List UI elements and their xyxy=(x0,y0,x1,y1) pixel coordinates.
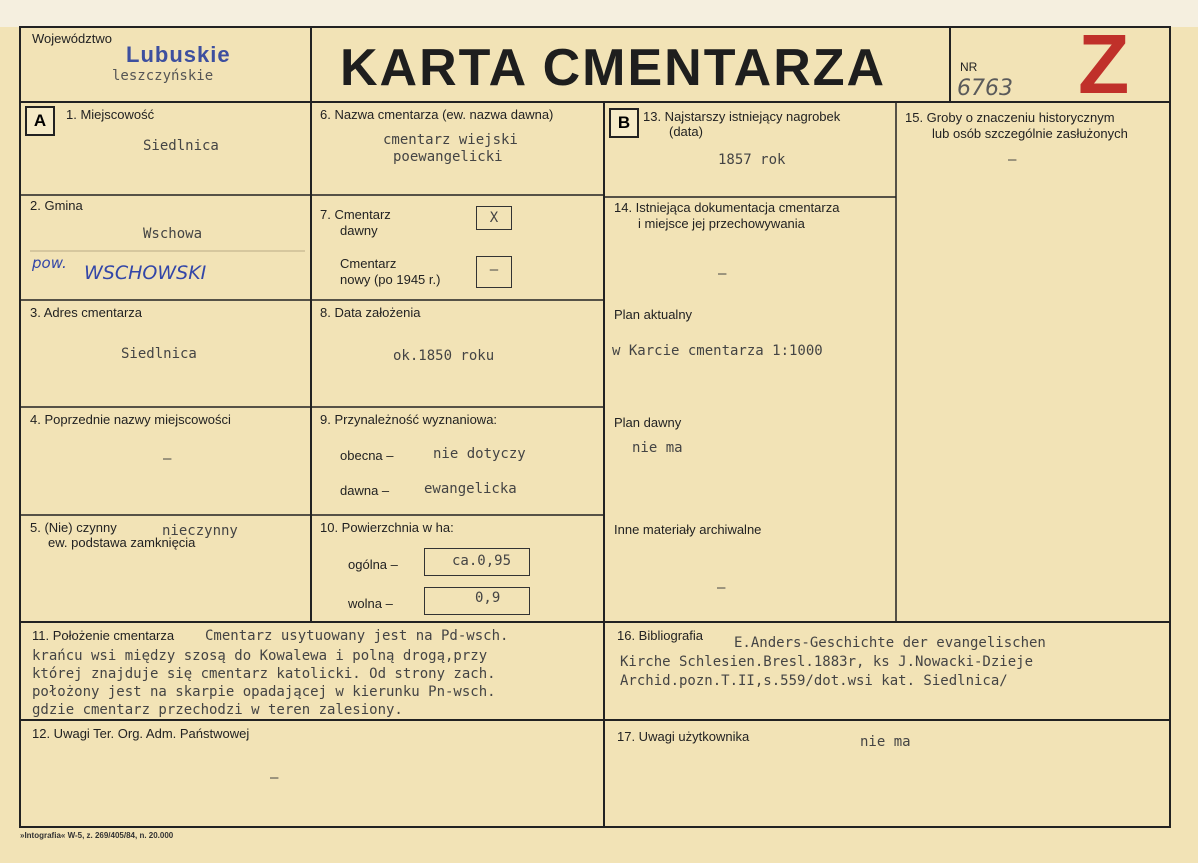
field-1-label: 1. Miejscowość xyxy=(66,107,155,122)
field-2-pow-prefix: pow. xyxy=(32,254,67,272)
field-5-label-line1: 5. (Nie) czynny xyxy=(30,520,117,535)
plan-aktualny-value: w Karcie cmentarza 1:1000 xyxy=(612,343,823,359)
field-7-label-line2: dawny xyxy=(340,223,378,238)
field-3-label: 3. Adres cmentarza xyxy=(30,305,142,320)
field-10-ogolna-label: ogólna – xyxy=(348,557,398,572)
field-2-pow-value: WSCHOWSKI xyxy=(84,262,207,284)
field-4-label: 4. Poprzednie nazwy miejscowości xyxy=(30,412,231,427)
field-16-line-2: Kirche Schlesien.Bresl.1883r, ks J.Nowacki-Dzieje xyxy=(620,654,1034,670)
field-16-label: 16. Bibliografia xyxy=(617,628,703,643)
field-17-value: nie ma xyxy=(860,734,911,750)
nr-value: 6763 xyxy=(957,76,1013,101)
field-11-label: 11. Położenie cmentarza xyxy=(32,628,175,643)
field-17-label: 17. Uwagi użytkownika xyxy=(617,729,750,744)
field-1-value: Siedlnica xyxy=(143,138,219,154)
field-8-label: 8. Data założenia xyxy=(320,305,421,320)
field-6-label: 6. Nazwa cmentarza (ew. nazwa dawna) xyxy=(320,107,554,122)
field-2-value: Wschowa xyxy=(143,226,203,242)
field-15-value: – xyxy=(1008,152,1017,168)
field-7-label-line1: 7. Cmentarz xyxy=(320,207,391,222)
field-15-label-line1: 15. Groby o znaczeniu historycznym xyxy=(905,110,1115,125)
nr-label: NR xyxy=(960,60,978,74)
field-11-line-5: gdzie cmentarz przechodzi w teren zalesiony. xyxy=(32,702,403,718)
inne-materialy-label: Inne materiały archiwalne xyxy=(614,522,762,537)
field-11-line-2: krańcu wsi między szosą do Kowalewa i polną drogą,przy xyxy=(32,648,488,664)
field-7-nowy-mark: – xyxy=(476,256,512,288)
field-9-dawna-value: ewangelicka xyxy=(424,481,517,497)
inne-materialy-value: – xyxy=(717,580,726,596)
field-2-label: 2. Gmina xyxy=(30,198,83,213)
plan-aktualny-label: Plan aktualny xyxy=(614,307,693,322)
field-12-value: – xyxy=(270,770,279,786)
field-7-dawny-mark: X xyxy=(476,206,512,230)
plan-dawny-label: Plan dawny xyxy=(614,415,682,430)
section-b-marker: B xyxy=(609,108,639,138)
field-14-label-line2: i miejsce jej przechowywania xyxy=(638,216,805,231)
category-mark: Z xyxy=(1078,17,1130,111)
field-10-ogolna-value: ca.0,95 xyxy=(452,553,512,569)
field-9-label: 9. Przynależność wyznaniowa: xyxy=(320,412,498,427)
wojewodztwo-typed: leszczyńskie xyxy=(112,68,214,84)
field-11-line-1: Cmentarz usytuowany jest na Pd-wsch. xyxy=(205,628,509,644)
field-10-wolna-value: 0,9 xyxy=(475,590,501,606)
field-10-label: 10. Powierzchnia w ha: xyxy=(320,520,454,535)
field-7-nowy-line2: nowy (po 1945 r.) xyxy=(340,272,441,287)
field-12-label: 12. Uwagi Ter. Org. Adm. Państwowej xyxy=(32,726,250,741)
field-13-label-line1: 13. Najstarszy istniejący nagrobek xyxy=(643,109,841,124)
field-11-line-3: której znajduje się cmentarz katolicki. Od strony zach. xyxy=(32,666,496,682)
print-info: »Intografia« W-5, z. 269/405/84, n. 20.000 xyxy=(20,831,174,840)
field-11-line-4: położony jest na skarpie opadającej w kierunku Pn-wsch. xyxy=(32,684,496,700)
field-5-value: nieczynny xyxy=(162,523,238,539)
wojewodztwo-label: Województwo xyxy=(32,31,112,46)
field-4-value: – xyxy=(163,451,172,467)
field-13-value: 1857 rok xyxy=(718,152,786,168)
section-a-marker: A xyxy=(25,106,55,136)
field-9-obecna-label: obecna – xyxy=(340,448,394,463)
field-9-obecna-value: nie dotyczy xyxy=(433,446,526,462)
field-13-label-line2: (data) xyxy=(669,124,703,139)
field-8-value: ok.1850 roku xyxy=(393,348,495,364)
field-5-label-line2: ew. podstawa zamknięcia xyxy=(48,535,196,550)
wojewodztwo-stamp: Lubuskie xyxy=(126,42,231,67)
field-14-label-line1: 14. Istniejąca dokumentacja cmentarza xyxy=(614,200,840,215)
field-9-dawna-label: dawna – xyxy=(340,483,390,498)
field-7-nowy-line1: Cmentarz xyxy=(340,256,397,271)
field-6-value-line2: poewangelicki xyxy=(393,149,503,165)
field-6-value-line1: cmentarz wiejski xyxy=(383,132,518,148)
field-3-value: Siedlnica xyxy=(121,346,197,362)
field-14-value: – xyxy=(718,266,727,282)
plan-dawny-value: nie ma xyxy=(632,440,683,456)
field-15-label-line2: lub osób szczególnie zasłużonych xyxy=(932,126,1128,141)
field-16-line-1: E.Anders-Geschichte der evangelischen xyxy=(734,635,1046,651)
field-10-wolna-label: wolna – xyxy=(348,596,393,611)
card-title: KARTA CMENTARZA xyxy=(340,39,887,97)
field-16-line-3: Archid.pozn.T.II,s.559/dot.wsi kat. Siedlnica/ xyxy=(620,673,1008,689)
